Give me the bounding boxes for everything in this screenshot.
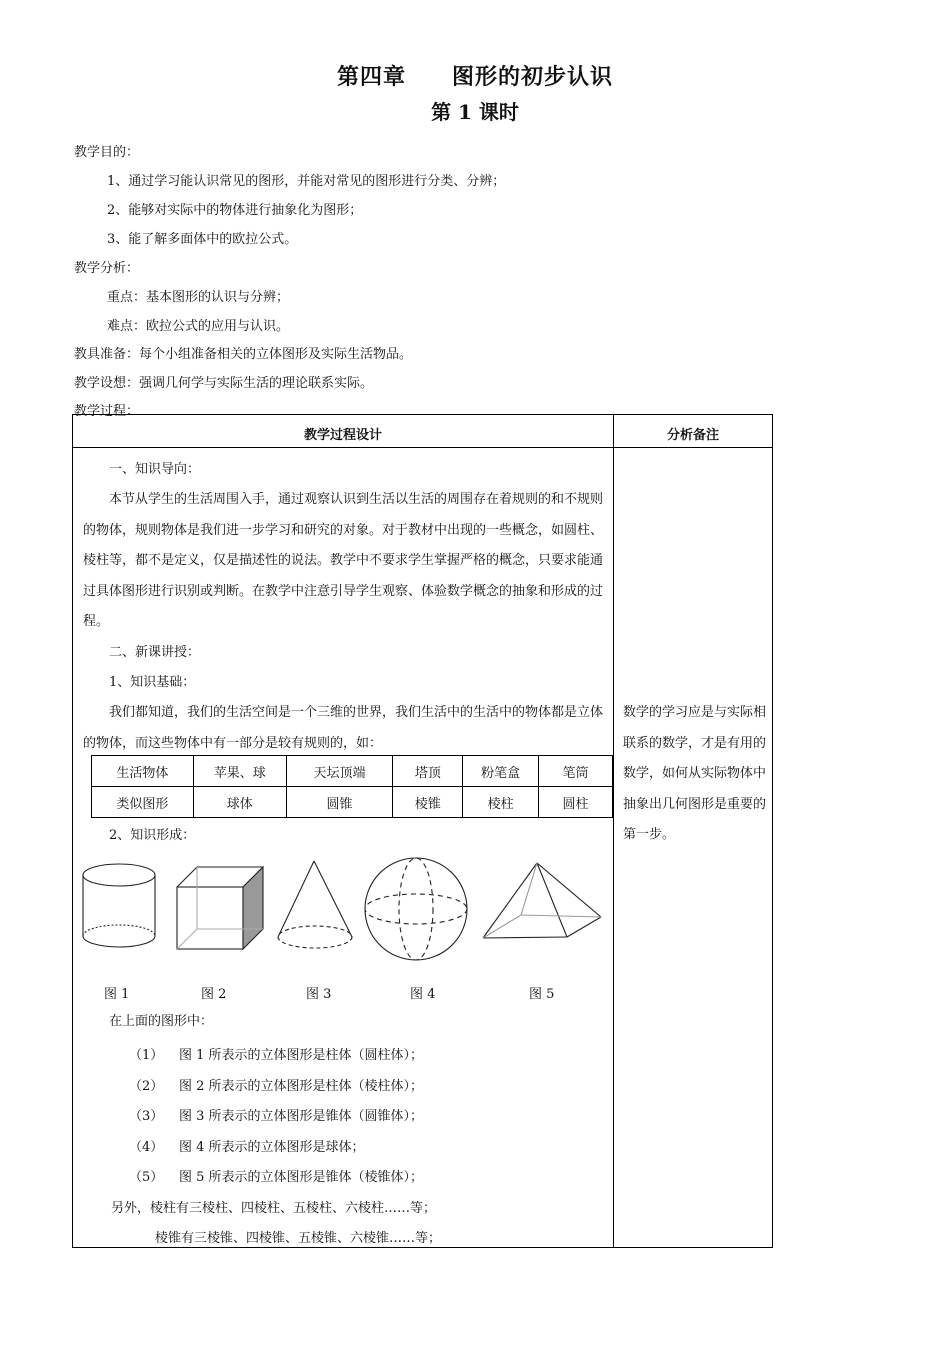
chapter-number: 第四章 xyxy=(336,64,406,90)
list-item: 图 5 所表示的立体图形是锥体（棱锥体）； xyxy=(179,1170,424,1185)
figures-intro: 在上面的图形中： xyxy=(109,1014,214,1029)
table-cell: 类似图形 xyxy=(92,787,194,818)
pyramid-types: 棱锥有三棱锥、四棱锥、五棱锥、六棱锥……等； xyxy=(155,1231,442,1246)
list-item: 图 1 所表示的立体图形是柱体（圆柱体）； xyxy=(179,1048,424,1063)
process-table xyxy=(72,414,773,1248)
difficulty-point: 难点：欧拉公式的应用与认识。 xyxy=(107,319,290,334)
list-number: （3） xyxy=(129,1109,164,1124)
cone-figure xyxy=(278,861,352,948)
table-row xyxy=(92,787,613,818)
process-label: 教学过程： xyxy=(74,404,140,419)
chapter-title xyxy=(0,60,950,91)
figure-4-label: 图 4 xyxy=(410,987,436,1002)
key-point: 重点：基本图形的认识与分辨； xyxy=(107,290,290,305)
section-1-heading: 一、知识导向： xyxy=(109,462,201,477)
chapter-name: 图形的初步认识 xyxy=(452,64,614,90)
list-item: 图 2 所表示的立体图形是柱体（棱柱体）； xyxy=(179,1079,424,1094)
list-number: （1） xyxy=(129,1048,164,1063)
table-row xyxy=(92,756,613,787)
figure-2-label: 图 2 xyxy=(201,987,227,1002)
table-cell: 圆柱 xyxy=(539,787,613,818)
list-item: 图 4 所表示的立体图形是球体； xyxy=(179,1140,365,1155)
idea-line: 教学设想：强调几何学与实际生活的理论联系实际。 xyxy=(74,376,374,391)
table-cell: 圆锥 xyxy=(286,787,393,818)
sub-2-heading: 2、知识形成： xyxy=(109,828,196,843)
notes-column-header: 分析备注 xyxy=(666,428,719,443)
objective-3: 3、能了解多面体中的欧拉公式。 xyxy=(107,232,298,247)
table-cell: 棱柱 xyxy=(463,787,539,818)
figure-3-label: 图 3 xyxy=(306,987,332,1002)
cube-figure xyxy=(177,867,263,949)
list-number: （2） xyxy=(129,1079,164,1094)
objective-2: 2、能够对实际中的物体进行抽象化为图形； xyxy=(107,203,363,218)
section-2-heading: 二、新课讲授： xyxy=(109,645,201,660)
section-1-body: 本节从学生的生活周围入手，通过观察认识到生活以生活的周围存在着规则的和不规则的物体，规则物体是我们进一步学习和研究的对象。对于教材中出现的一些概念，如圆柱、棱柱等，都不是定义，仅是描述性的说法。教学中不要求学生掌握严格的概念，只要求能通过具体图形进行识别或判断。在教学中注意引导学生观察、体验数学概念的抽象和形成的过程。 xyxy=(83,492,604,629)
objective-1: 1、通过学习能认识常见的图形，并能对常见的图形进行分类、分辨； xyxy=(107,174,506,189)
lesson-title: 第 1 课时 xyxy=(431,100,519,124)
tools-line: 教具准备：每个小组准备相关的立体图形及实际生活物品。 xyxy=(74,347,413,362)
sub-1-heading: 1、知识基础： xyxy=(109,675,196,690)
objectives-label: 教学目的： xyxy=(74,145,140,160)
table-cell: 生活物体 xyxy=(92,756,194,787)
figure-1-label: 图 1 xyxy=(104,987,130,1002)
list-item: 图 3 所表示的立体图形是锥体（圆锥体）； xyxy=(179,1109,424,1124)
sphere-figure xyxy=(365,858,467,960)
prism-types: 另外，棱柱有三棱柱、四棱柱、五棱柱、六棱柱……等； xyxy=(111,1201,437,1216)
header-divider xyxy=(73,447,772,448)
table-cell: 笔筒 xyxy=(539,756,613,787)
pyramid-figure xyxy=(483,863,601,938)
table-cell: 苹果、球 xyxy=(193,756,286,787)
sub-1-body: 我们都知道，我们的生活空间是一个三维的世界，我们生活中的生活中的物体都是立体的物体，而这些物体中有一部分是较有规则的，如： xyxy=(83,705,604,751)
table-cell: 天坛顶端 xyxy=(286,756,393,787)
table-cell: 棱锥 xyxy=(393,787,463,818)
table-cell: 粉笔盒 xyxy=(463,756,539,787)
table-cell: 塔顶 xyxy=(393,756,463,787)
analysis-note: 数学的学习应是与实际相联系的数学，才是有用的数学，如何从实际物体中抽象出几何图形是重要的第一步。 xyxy=(623,705,767,842)
figure-5-label: 图 5 xyxy=(529,987,555,1002)
analysis-label: 教学分析： xyxy=(74,261,140,276)
table-cell: 球体 xyxy=(193,787,286,818)
cylinder-figure xyxy=(83,864,155,947)
column-divider xyxy=(613,415,614,1247)
objects-table xyxy=(91,755,613,818)
list-number: （4） xyxy=(129,1140,164,1155)
design-column-header: 教学过程设计 xyxy=(303,428,382,443)
list-number: （5） xyxy=(129,1170,164,1185)
